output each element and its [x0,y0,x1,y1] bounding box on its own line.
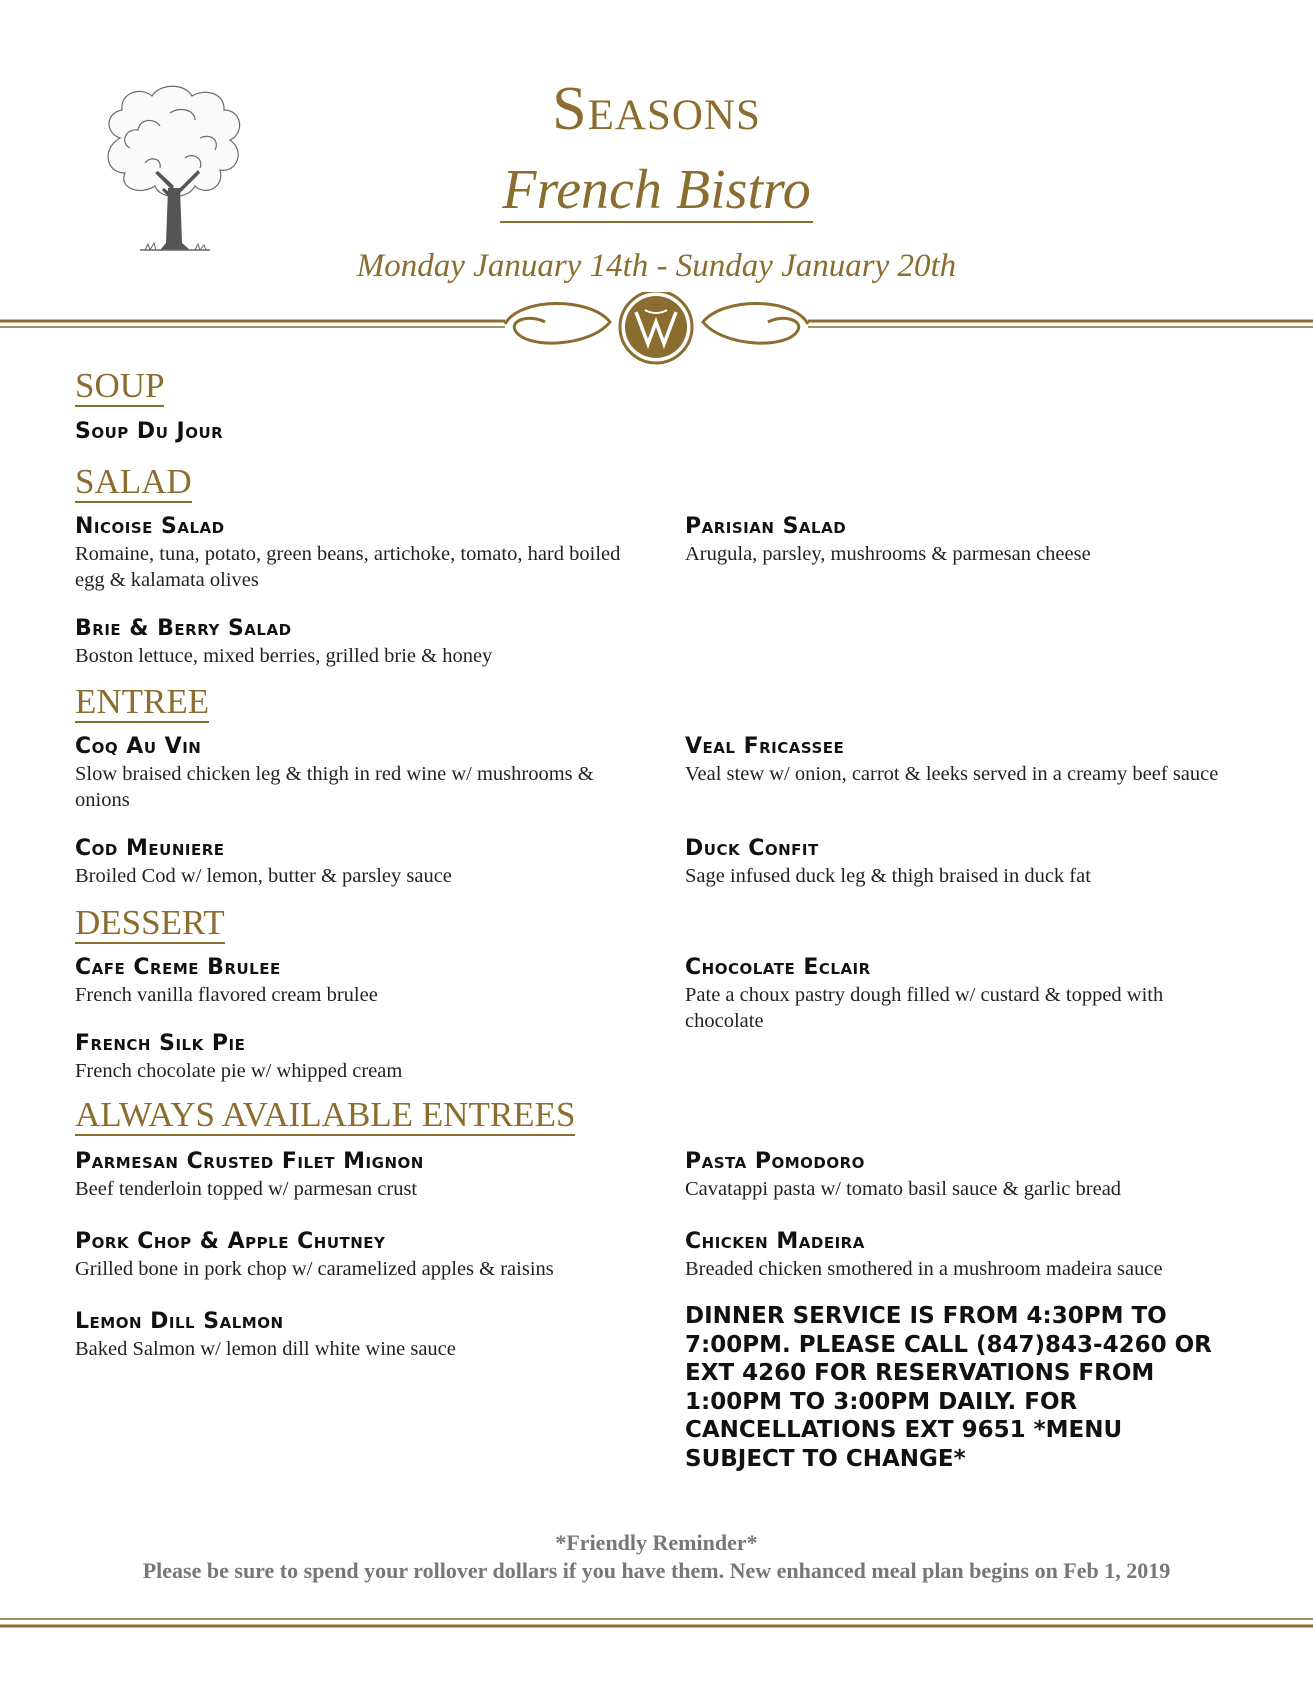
item-name: Parmesan Crusted Filet Mignon [75,1149,424,1174]
reminder-text: Please be sure to spend your rollover dollars if you have them. New enhanced meal plan begins on Feb 1, 2019 [142,1558,1171,1583]
menu-dates: Monday January 14th - Sunday January 20th [356,248,957,284]
menu-item-brie-berry-salad [75,615,635,669]
item-name: Cafe Creme Brulee [75,955,281,980]
menu-item-cod-meuniere [75,835,635,889]
monogram-emblem-icon [620,292,692,363]
ornamental-divider [0,292,1313,372]
item-description: Grilled bone in pork chop w/ caramelized apples & raisins [75,1258,554,1280]
menu-item-chicken-madeira [685,1228,1225,1282]
item-description: Sage infused duck leg & thigh braised in duck fat [685,865,1091,887]
section-dessert-title: DESSERT [75,903,225,942]
item-name: Nicoise Salad [75,514,225,539]
item-description: Beef tenderloin topped w/ parmesan crust [75,1178,418,1200]
section-entree-title: ENTREE [75,682,210,721]
item-name: Pork Chop & Apple Chutney [75,1229,386,1254]
section-soup-title: SOUP [75,366,165,405]
menu-item-pork-chop-apple-chutney [75,1228,635,1282]
menu-item-lemon-dill-salmon [75,1308,635,1362]
item-description: French chocolate pie w/ whipped cream [75,1060,403,1082]
item-name: Coq Au Vin [75,734,202,759]
subtitle-text: French Bistro [502,159,811,221]
reminder-title: *Friendly Reminder* [555,1530,758,1555]
item-name: Parisian Salad [685,514,847,539]
item-description: Veal stew w/ onion, carrot & leeks served in a creamy beef sauce [685,763,1219,785]
menu-item-duck-confit [685,835,1225,889]
item-name: French Silk Pie [75,1031,246,1056]
menu-item-chocolate-eclair [685,954,1225,1034]
menu-item-parmesan-crusted-filet-mignon [75,1148,635,1202]
menu-item-soup-du-jour [75,418,635,446]
item-name: Veal Fricassee [685,734,845,759]
item-description: Slow braised chicken leg & thigh in red wine w/ mushrooms & onions [75,763,594,811]
page-title: Seasons [552,75,761,143]
item-name: Duck Confit [685,836,819,861]
item-name: Chocolate Eclair [685,955,871,980]
item-description: Breaded chicken smothered in a mushroom madeira sauce [685,1258,1163,1280]
item-name: Chicken Madeira [685,1229,865,1254]
item-description: Boston lettuce, mixed berries, grilled brie & honey [75,645,493,667]
menu-item-nicoise-salad [75,513,635,593]
item-name: Pasta Pomodoro [685,1149,865,1174]
menu-item-pasta-pomodoro [685,1148,1225,1202]
item-name: Soup Du Jour [75,419,224,444]
dinner-service-notice: DINNER SERVICE IS FROM 4:30PM TO 7:00PM. PLEASE CALL (847)843-4260 OR EXT 4260 FOR RESERVATIONS FROM 1:00PM TO 3:00PM DAILY. FOR CANCELLATIONS EXT 9651 *MENU SUBJECT TO CHANGE* [685,1303,1212,1472]
item-description: Arugula, parsley, mushrooms & parmesan cheese [685,543,1091,565]
section-salad-title: SALAD [75,462,192,501]
item-description: Cavatappi pasta w/ tomato basil sauce & garlic bread [685,1178,1122,1200]
item-description: Romaine, tuna, potato, green beans, artichoke, tomato, hard boiled egg & kalamata olives [75,543,621,591]
item-name: Lemon Dill Salmon [75,1309,284,1334]
bottom-rule [0,1615,1313,1631]
menu-item-parisian-salad [685,513,1225,567]
item-name: Cod Meuniere [75,836,225,861]
menu-item-french-silk-pie [75,1030,635,1084]
menu-item-veal-fricassee [685,733,1225,787]
item-description: Baked Salmon w/ lemon dill white wine sauce [75,1338,456,1360]
page-subtitle [0,159,1313,221]
item-description: French vanilla flavored cream brulee [75,984,378,1006]
item-description: Broiled Cod w/ lemon, butter & parsley sauce [75,865,452,887]
menu-item-coq-au-vin [75,733,635,813]
section-always-available-title: ALWAYS AVAILABLE ENTREES [75,1095,576,1134]
item-description: Pate a choux pastry dough filled w/ custard & topped with chocolate [685,984,1164,1032]
menu-item-cafe-creme-brulee [75,954,635,1008]
item-name: Brie & Berry Salad [75,616,292,641]
